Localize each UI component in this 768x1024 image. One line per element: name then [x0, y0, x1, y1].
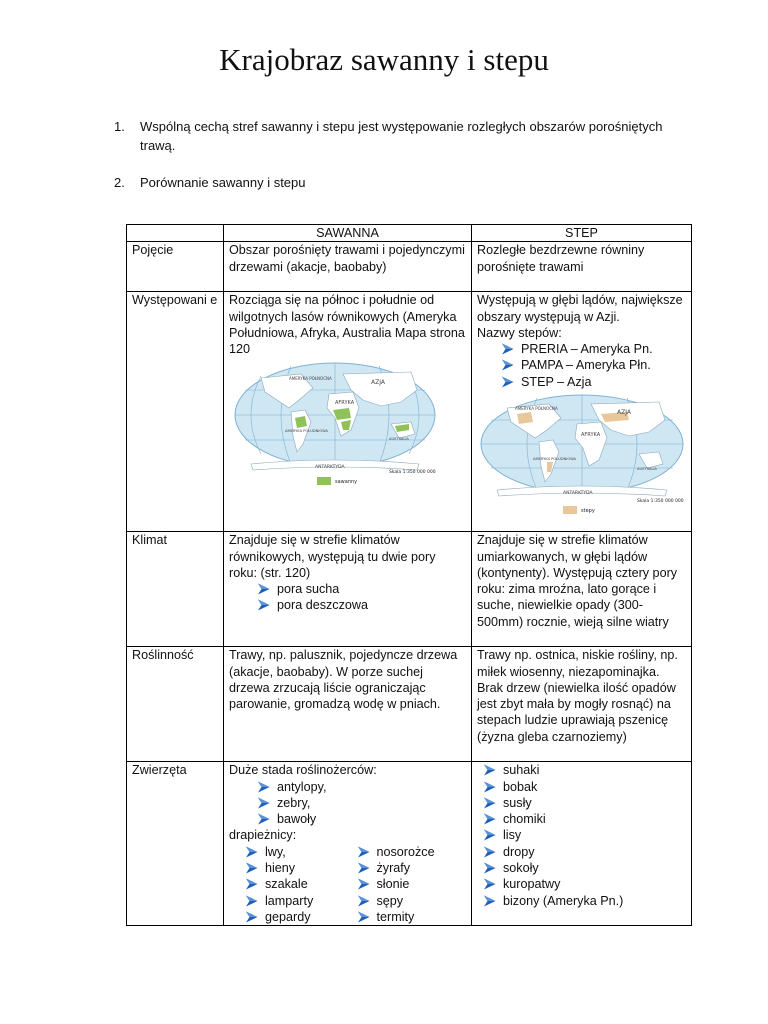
document-title: Krajobraz sawanny i stepu — [219, 42, 549, 77]
table-row-roslinnosc — [127, 647, 692, 762]
predators-list-left — [243, 844, 355, 925]
table-row-pojecie — [127, 242, 692, 292]
arrow-bullet-icon — [483, 797, 496, 809]
arrow-bullet-icon — [245, 846, 258, 858]
seasons-list — [255, 581, 466, 614]
legend-swatch — [563, 506, 577, 514]
list-item: gepardy — [243, 909, 355, 925]
list-item: szakale — [243, 876, 355, 892]
list-item: nosorożce — [355, 844, 467, 860]
map-label: AZJA — [371, 379, 385, 387]
map-label: ANTARKTYDA — [563, 491, 593, 497]
list-item: suhaki — [481, 762, 686, 778]
arrow-bullet-icon — [245, 895, 258, 907]
arrow-bullet-icon — [357, 911, 370, 923]
sawanna-world-map — [231, 360, 466, 492]
list-item: żyrafy — [355, 860, 467, 876]
list-item: hieny — [243, 860, 355, 876]
row-label: Klimat — [127, 532, 224, 647]
map-label: AMERYKA POŁUDNIOWA — [533, 457, 576, 462]
world-map-sawanna-image — [231, 360, 439, 488]
list-item: lamparty — [243, 893, 355, 909]
arrow-bullet-icon — [483, 781, 496, 793]
cell-subheading: drapieżnicy: — [229, 828, 297, 843]
list-item: susły — [481, 795, 686, 811]
map-scale: Skala 1:350 000 000 — [389, 470, 436, 476]
arrow-bullet-icon — [483, 895, 496, 907]
arrow-bullet-icon — [357, 862, 370, 874]
map-scale: Skala 1:350 000 000 — [637, 499, 684, 505]
legend-swatch — [317, 477, 331, 485]
list-item: PAMPA – Ameryka Płn. — [499, 357, 686, 373]
legend-label: sawanny — [335, 479, 358, 486]
arrow-bullet-icon — [357, 846, 370, 858]
header-cell-empty — [127, 225, 224, 242]
list-item: bawoły — [255, 811, 466, 827]
step-world-map — [477, 392, 686, 520]
cell-text: Występują w głębi lądów, największe obszary występują w Azji. — [477, 293, 683, 324]
cell-sawanna — [224, 532, 472, 647]
table-row-zwierzeta — [127, 762, 692, 926]
list-item: sępy — [355, 893, 467, 909]
list-number: 1. — [114, 119, 125, 134]
arrow-bullet-icon — [257, 781, 270, 793]
header-cell-step: STEP — [472, 225, 692, 242]
list-item: słonie — [355, 876, 467, 892]
herbivores-list — [255, 779, 466, 828]
cell-sawanna: Trawy, np. palusznik, pojedyncze drzewa (akacje, baobaby). W porze suchej drzewa zrzucają liście ograniczając parowanie, gromadzą wodę w pniach. — [224, 647, 472, 762]
cell-step: Rozległe bezdrzewne równiny porośnięte trawami — [472, 242, 692, 292]
arrow-bullet-icon — [501, 376, 514, 388]
table-row-klimat — [127, 532, 692, 647]
arrow-bullet-icon — [483, 846, 496, 858]
arrow-bullet-icon — [483, 813, 496, 825]
cell-subheading: Duże stada roślinożerców: — [229, 763, 377, 778]
map-label: AUSTRALIA — [389, 437, 409, 442]
map-label: AMERYKA PÓŁNOCNA — [289, 376, 332, 382]
map-label: AMERYKA POŁUDNIOWA — [285, 429, 328, 434]
table-header-row — [127, 225, 692, 242]
arrow-bullet-icon — [245, 878, 258, 890]
arrow-bullet-icon — [245, 862, 258, 874]
arrow-bullet-icon — [357, 878, 370, 890]
arrow-bullet-icon — [483, 862, 496, 874]
cell-subheading: Nazwy stepów: — [477, 325, 562, 340]
list-text-line: Wspólną cechą stref sawanny i stepu jest występowanie rozległych obszarów porośniętych — [140, 119, 663, 134]
list-item: chomiki — [481, 811, 686, 827]
arrow-bullet-icon — [257, 813, 270, 825]
cell-step — [472, 292, 692, 532]
list-text-line: trawą. — [140, 138, 176, 153]
list-number: 2. — [114, 175, 125, 190]
row-label: Zwierzęta — [127, 762, 224, 926]
comparison-table — [126, 224, 692, 926]
list-item: zebry, — [255, 795, 466, 811]
step-names-list — [499, 341, 686, 390]
map-label: AUSTRALIA — [637, 467, 657, 472]
list-item: STEP – Azja — [499, 374, 686, 390]
list-item-2 — [114, 173, 694, 193]
list-item: pora sucha — [255, 581, 466, 597]
arrow-bullet-icon — [257, 583, 270, 595]
map-label: AZJA — [617, 409, 631, 417]
cell-text: Znajduje się w strefie klimatów równikowych, występują tu dwie pory roku: (str. 120) — [229, 533, 436, 580]
cell-step: Znajduje się w strefie klimatów umiarkowanych, w głębi lądów (kontynenty). Występują cztery pory roku: zima mroźna, lato gorące i suche, niewielkie opady (300-500mm) rocznie, wieją silne wiatry — [472, 532, 692, 647]
table-row-wystepowanie — [127, 292, 692, 532]
row-label: Pojęcie — [127, 242, 224, 292]
predators-columns — [243, 844, 466, 925]
row-label: Roślinność — [127, 647, 224, 762]
predators-list-right — [355, 844, 467, 925]
list-item: lisy — [481, 827, 686, 843]
arrow-bullet-icon — [483, 829, 496, 841]
cell-sawanna: Obszar porośnięty trawami i pojedynczymi drzewami (akacje, baobaby) — [224, 242, 472, 292]
cell-sawanna — [224, 762, 472, 926]
cell-step: Trawy np. ostnica, niskie rośliny, np. miłek wiosenny, niezapominajka. Brak drzew (niewielka ilość opadów jest zbyt mała by mogły rosnąć) na stepach ludzie uprawiają pszenicę (żyzna gleba czarnoziemy) — [472, 647, 692, 762]
list-text-line: Porównanie sawanny i stepu — [140, 175, 306, 190]
map-label: ANTARKTYDA — [315, 465, 345, 471]
cell-sawanna — [224, 292, 472, 532]
list-item: lwy, — [243, 844, 355, 860]
arrow-bullet-icon — [501, 343, 514, 355]
map-label: AFRYKA — [581, 432, 601, 439]
list-item: pora deszczowa — [255, 597, 466, 613]
row-label: Występowani e — [127, 292, 224, 532]
list-item: PRERIA – Ameryka Pn. — [499, 341, 686, 357]
list-item: kuropatwy — [481, 876, 686, 892]
list-item: bobak — [481, 779, 686, 795]
header-cell-sawanna: SAWANNA — [224, 225, 472, 242]
list-item: antylopy, — [255, 779, 466, 795]
step-animals-list — [481, 762, 686, 909]
map-label: AFRYKA — [335, 400, 355, 407]
arrow-bullet-icon — [483, 764, 496, 776]
arrow-bullet-icon — [245, 911, 258, 923]
arrow-bullet-icon — [357, 895, 370, 907]
arrow-bullet-icon — [483, 878, 496, 890]
list-item: bizony (Ameryka Pn.) — [481, 893, 686, 909]
cell-text: Rozciąga się na północ i południe od wilgotnych lasów równikowych (Ameryka Południowa, Afryka, Australia Mapa strona 120 — [229, 293, 465, 357]
arrow-bullet-icon — [257, 599, 270, 611]
world-map-step-image — [477, 392, 687, 516]
list-item: termity — [355, 909, 467, 925]
list-item: sokoły — [481, 860, 686, 876]
map-label: AMERYKA PÓŁNOCNA — [515, 406, 558, 412]
arrow-bullet-icon — [501, 359, 514, 371]
cell-step — [472, 762, 692, 926]
list-item-1 — [114, 117, 694, 157]
arrow-bullet-icon — [257, 797, 270, 809]
legend-label: stepy — [581, 508, 595, 515]
list-item: dropy — [481, 844, 686, 860]
